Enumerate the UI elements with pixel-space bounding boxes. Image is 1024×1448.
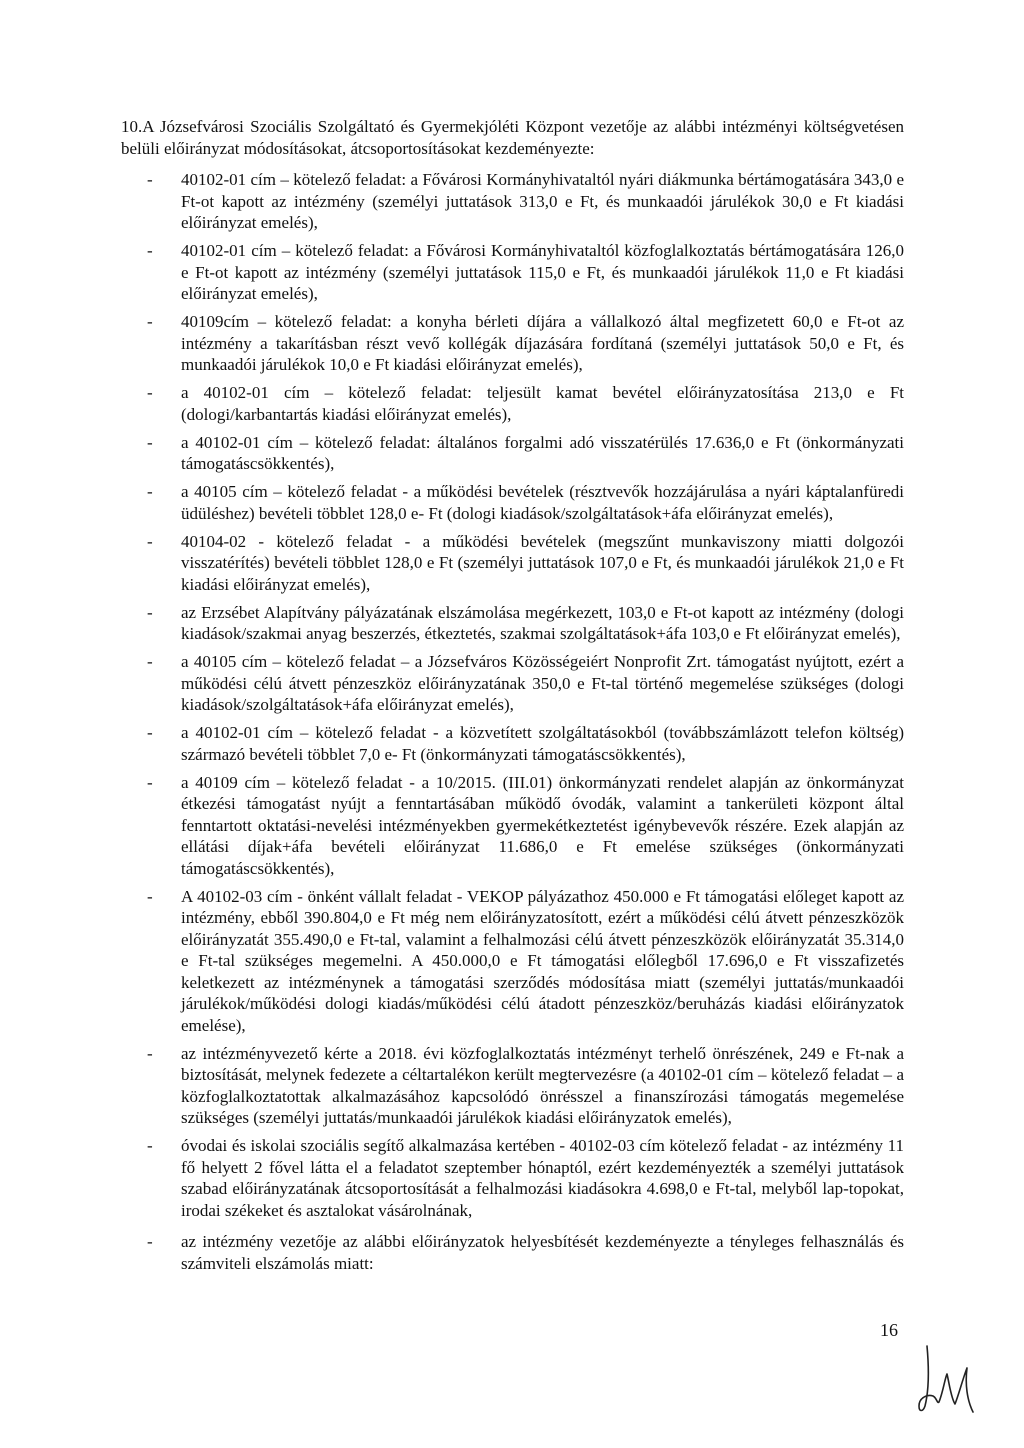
document-body [121, 116, 904, 1281]
list-item: - az intézményvezető kérte a 2018. évi közfoglalkoztatás intézményt terhelő önrészének, 249 e Ft-nak a biztosítását, melynek fedezete a céltartalékon került megtervezésre (a 40102-01 cím – kötelező feladat – a közfoglalkoztatottak alkalmazásához kapcsolódó önrésszel a finanszírozási támogatás megemelése szükséges (személyi juttatás/munkaadói járulékok kiadási előirányzatok emelés), [121, 1043, 904, 1129]
list-item: - a 40102-01 cím – kötelező feladat: általános forgalmi adó visszatérülés 17.636,0 e Ft (önkormányzati támogatáscsökkentés), [121, 432, 904, 475]
list-item: - a 40109 cím – kötelező feladat - a 10/2015. (III.01) önkormányzati rendelet alapján az önkormányzat étkezési támogatást nyújt a fenntartásában működő óvodák, valamint a tankerületi központ által fenntartott oktatási-nevelési intézményekben gyermekétkeztetést igénybevevők részére. Ezek alapján az ellátási díjak+áfa bevételi előirányzat 11.686,0 e Ft emelése szükséges (önkormányzati támogatáscsökkentés), [121, 772, 904, 880]
list-item: - óvodai és iskolai szociális segítő alkalmazása kertében - 40102-03 cím kötelező feladat - az intézmény 11 fő helyett 2 fővel látta el a feladatot szeptember hónaptól, ezért kezdeményezték a személyi juttatások szabad előirányzatának átcsoportosítását a felhalmozási kiadásokra 4.698,0 e Ft-tal, melyből lap-topokat, irodai székeket és asztalokat vásárolnának, [121, 1135, 904, 1221]
list-item: - az Erzsébet Alapítvány pályázatának elszámolása megérkezett, 103,0 e Ft-ot kapott az intézmény (dologi kiadások/szakmai anyag beszerzés, étkeztetés, szakmai szolgáltatások+áfa 103,0 e Ft előirányzat emelés), [121, 602, 904, 645]
signature-icon [915, 1338, 985, 1418]
list-item: - 40104-02 - kötelező feladat - a működési bevételek (megszűnt munkaviszony miatti dolgozói visszatérítés) bevételi többlet 128,0 e Ft (személyi juttatások 107,0 e Ft, és munkaadói járulékok 21,0 e Ft kiadási előirányzat emelés), [121, 531, 904, 596]
item-list [121, 169, 904, 1274]
page-number: 16 [880, 1320, 898, 1340]
list-item: - 40102-01 cím – kötelező feladat: a Fővárosi Kormányhivataltól közfoglalkoztatás bértámogatására 126,0 e Ft-ot kapott az intézmény (személyi juttatások 115,0 e Ft, és munkaadói járulékok 11,0 e Ft kiadási előirányzat emelés), [121, 240, 904, 305]
list-item: - az intézmény vezetője az alábbi előirányzatok helyesbítését kezdeményezte a tényleges felhasználás és számviteli elszámolás miatt: [121, 1231, 904, 1274]
list-item: - a 40102-01 cím – kötelező feladat - a közvetített szolgáltatásokból (továbbszámlázott telefon költség) származó bevételi többlet 7,0 e- Ft (önkormányzati támogatáscsökkentés), [121, 722, 904, 765]
list-item: - 40109cím – kötelező feladat: a konyha bérleti díjára a vállalkozó által megfizetett 60,0 e Ft-ot az intézmény a takarításban részt vevő kollégák díjazására fordítaná (személyi juttatások 50,0 e Ft, és munkaadói járulékok 10,0 e Ft kiadási előirányzat emelés), [121, 311, 904, 376]
list-item: - a 40102-01 cím – kötelező feladat: teljesült kamat bevétel előirányzatosítása 213,0 e Ft (dologi/karbantartás kiadási előirányzat emelés), [121, 382, 904, 425]
list-item: - a 40105 cím – kötelező feladat – a Józsefváros Közösségeiért Nonprofit Zrt. támogatást nyújtott, ezért a működési célú átvett pénzeszköz előirányzatának 350,0 e Ft-tal történő megemelése szükséges (dologi kiadások/szolgáltatások+áfa előirányzat emelés), [121, 651, 904, 716]
list-item: - A 40102-03 cím - önként vállalt feladat - VEKOP pályázathoz 450.000 e Ft támogatási előleget kapott az intézmény, ebből 390.804,0 e Ft még nem előirányzatosított, ezért a működési célú átvett pénzeszközök előirányzatát 355.490,0 e Ft-tal, valamint a felhalmozási célú átvett pénzeszközök előirányzatát 35.314,0 e Ft-tal szükséges megemelni. A 450.000,0 e Ft támogatási előlegből 17.696,0 e Ft visszafizetés keletkezett az intézménynek a támogatási szerződés módosítása miatt (személyi juttatás/munkaadói járulékok/működési dologi kiadás/működési célú átadott pénzeszköz/beruházás kiadási előirányzatok emelése), [121, 886, 904, 1037]
section-intro: 10.A Józsefvárosi Szociális Szolgáltató és Gyermekjóléti Központ vezetője az alábbi intézményi költségvetésen belüli előirányzat módosításokat, átcsoportosításokat kezdeményezte: [121, 117, 904, 158]
list-item: - a 40105 cím – kötelező feladat - a működési bevételek (résztvevők hozzájárulása a nyári káptalanfüredi üdüléshez) bevételi többlet 128,0 e- Ft (dologi kiadások/szolgáltatások+áfa előirányzat emelés), [121, 481, 904, 524]
list-item: - 40102-01 cím – kötelező feladat: a Fővárosi Kormányhivataltól nyári diákmunka bértámogatására 343,0 e Ft-ot kapott az intézmény (személyi juttatások 313,0 e Ft, és munkaadói járulékok 30,0 e Ft kiadási előirányzat emelés), [121, 169, 904, 234]
